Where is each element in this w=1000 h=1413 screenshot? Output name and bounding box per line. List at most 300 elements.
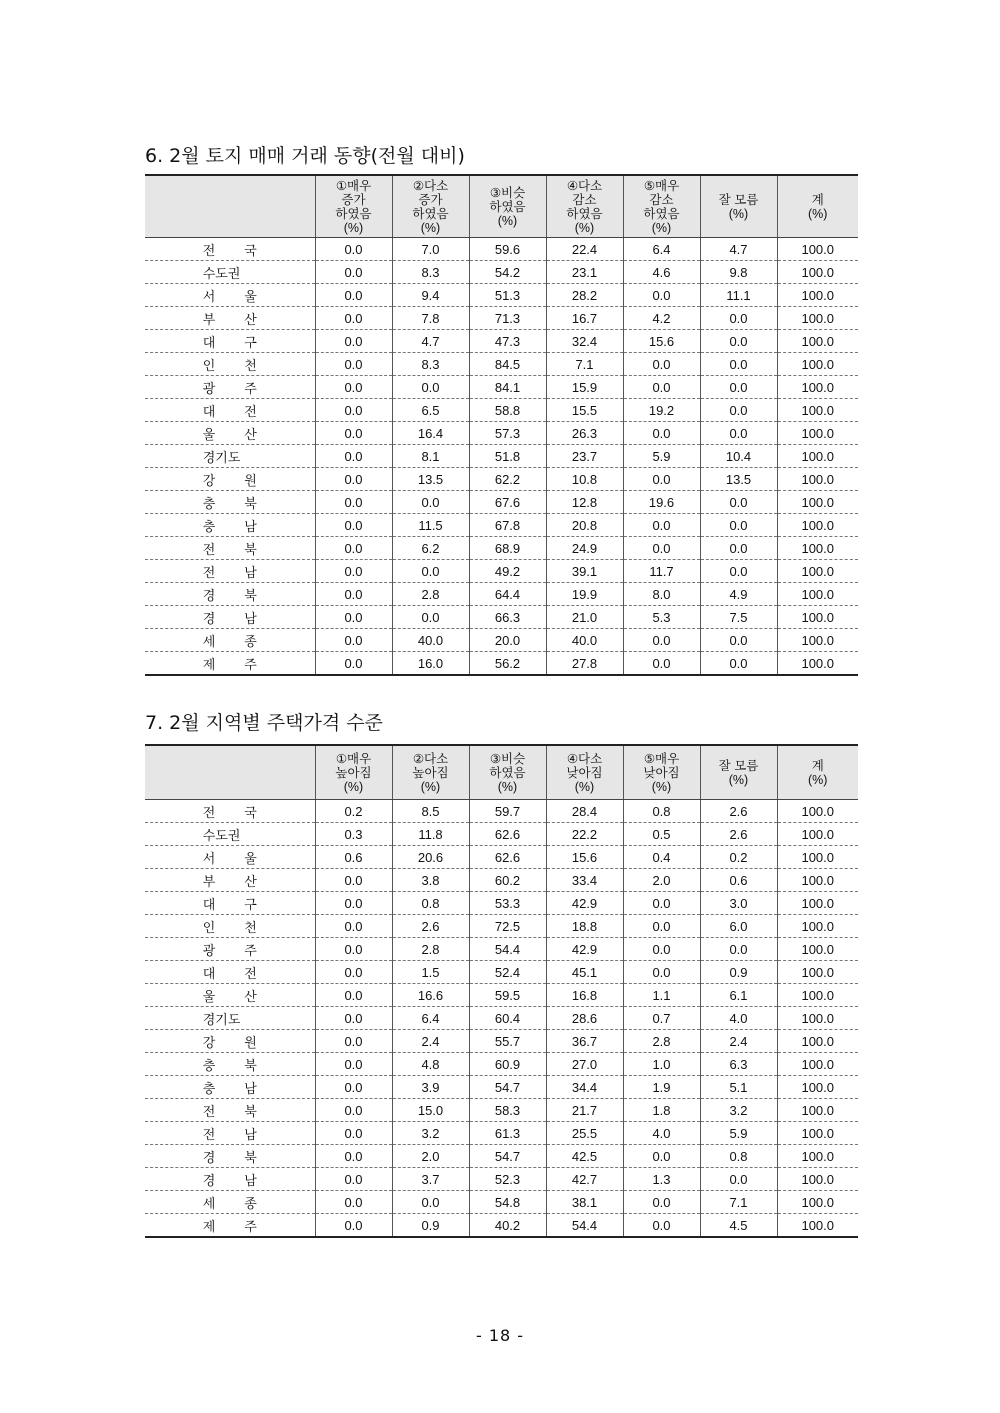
- value-cell: 12.8: [546, 491, 623, 514]
- value-cell: 71.3: [469, 307, 546, 330]
- value-cell: 0.0: [623, 629, 700, 652]
- table-row: [145, 1168, 858, 1191]
- region-cell: [145, 445, 315, 468]
- value-cell: 0.0: [315, 491, 392, 514]
- value-cell: 39.1: [546, 560, 623, 583]
- region-label: 제 주: [202, 1219, 257, 1235]
- table-row: [145, 823, 858, 846]
- region-cell: [145, 629, 315, 652]
- value-cell: 0.0: [315, 938, 392, 961]
- region-label: 전 남: [202, 565, 257, 581]
- value-cell: 10.4: [700, 445, 777, 468]
- value-cell: 0.0: [700, 560, 777, 583]
- value-cell: 0.0: [700, 376, 777, 399]
- table-row: [145, 514, 858, 537]
- region-label: 전 남: [202, 1127, 257, 1143]
- value-cell: 0.0: [315, 353, 392, 376]
- column-header: ①매우 증가 하였음 (%): [315, 175, 392, 238]
- region-cell: [145, 1076, 315, 1099]
- value-cell: 15.9: [546, 376, 623, 399]
- value-cell: 100.0: [777, 1168, 858, 1191]
- value-cell: 0.2: [700, 846, 777, 869]
- table-row: [145, 800, 858, 823]
- value-cell: 0.0: [315, 961, 392, 984]
- table-row: [145, 376, 858, 399]
- value-cell: 0.0: [315, 652, 392, 676]
- value-cell: 0.0: [315, 984, 392, 1007]
- value-cell: 0.0: [700, 330, 777, 353]
- value-cell: 2.8: [392, 583, 469, 606]
- table-row: [145, 1030, 858, 1053]
- value-cell: 4.5: [700, 1214, 777, 1238]
- table-row: [145, 1099, 858, 1122]
- value-cell: 0.0: [315, 537, 392, 560]
- value-cell: 62.6: [469, 846, 546, 869]
- value-cell: 0.0: [700, 537, 777, 560]
- value-cell: 0.0: [315, 1122, 392, 1145]
- value-cell: 1.9: [623, 1076, 700, 1099]
- value-cell: 0.7: [623, 1007, 700, 1030]
- value-cell: 0.0: [623, 938, 700, 961]
- value-cell: 0.0: [315, 445, 392, 468]
- value-cell: 62.2: [469, 468, 546, 491]
- value-cell: 21.0: [546, 606, 623, 629]
- value-cell: 0.0: [700, 399, 777, 422]
- value-cell: 16.8: [546, 984, 623, 1007]
- table-row: [145, 353, 858, 376]
- value-cell: 1.5: [392, 961, 469, 984]
- value-cell: 2.4: [392, 1030, 469, 1053]
- value-cell: 49.2: [469, 560, 546, 583]
- value-cell: 66.3: [469, 606, 546, 629]
- region-label: 전 북: [202, 1104, 257, 1120]
- region-label: 대 전: [202, 966, 257, 982]
- value-cell: 0.0: [623, 892, 700, 915]
- value-cell: 0.0: [315, 1076, 392, 1099]
- value-cell: 54.7: [469, 1145, 546, 1168]
- table-row: [145, 1145, 858, 1168]
- value-cell: 0.5: [623, 823, 700, 846]
- value-cell: 25.5: [546, 1122, 623, 1145]
- value-cell: 60.4: [469, 1007, 546, 1030]
- value-cell: 16.7: [546, 307, 623, 330]
- value-cell: 0.0: [315, 606, 392, 629]
- value-cell: 100.0: [777, 261, 858, 284]
- value-cell: 5.3: [623, 606, 700, 629]
- table-row: [145, 583, 858, 606]
- value-cell: 51.3: [469, 284, 546, 307]
- region-label: 강 원: [202, 473, 257, 489]
- region-label: 경기도: [202, 450, 241, 466]
- value-cell: 16.0: [392, 652, 469, 676]
- value-cell: 0.0: [315, 399, 392, 422]
- value-cell: 4.9: [700, 583, 777, 606]
- value-cell: 54.4: [469, 938, 546, 961]
- value-cell: 10.8: [546, 468, 623, 491]
- value-cell: 9.8: [700, 261, 777, 284]
- value-cell: 0.0: [392, 606, 469, 629]
- value-cell: 0.0: [315, 1030, 392, 1053]
- value-cell: 6.4: [392, 1007, 469, 1030]
- value-cell: 0.0: [700, 1168, 777, 1191]
- region-label: 충 남: [202, 1081, 257, 1097]
- value-cell: 100.0: [777, 1214, 858, 1238]
- value-cell: 0.0: [315, 468, 392, 491]
- value-cell: 8.1: [392, 445, 469, 468]
- region-cell: [145, 330, 315, 353]
- region-label: 수도권: [202, 828, 241, 844]
- region-label: 인 천: [202, 358, 257, 374]
- value-cell: 100.0: [777, 606, 858, 629]
- region-label: 충 북: [202, 1058, 257, 1074]
- value-cell: 0.8: [623, 800, 700, 823]
- value-cell: 0.0: [700, 514, 777, 537]
- table-row: [145, 629, 858, 652]
- value-cell: 0.0: [315, 869, 392, 892]
- value-cell: 18.8: [546, 915, 623, 938]
- value-cell: 0.0: [315, 1053, 392, 1076]
- value-cell: 0.0: [700, 422, 777, 445]
- value-cell: 1.8: [623, 1099, 700, 1122]
- value-cell: 52.4: [469, 961, 546, 984]
- value-cell: 22.2: [546, 823, 623, 846]
- value-cell: 0.0: [315, 307, 392, 330]
- value-cell: 0.0: [623, 1214, 700, 1238]
- table-row: [145, 399, 858, 422]
- table-row: [145, 537, 858, 560]
- land-transaction-table: [145, 174, 858, 676]
- value-cell: 8.5: [392, 800, 469, 823]
- region-cell: [145, 261, 315, 284]
- value-cell: 100.0: [777, 938, 858, 961]
- value-cell: 15.5: [546, 399, 623, 422]
- region-cell: [145, 1191, 315, 1214]
- value-cell: 52.3: [469, 1168, 546, 1191]
- column-header: ③비슷 하였음 (%): [469, 175, 546, 238]
- region-cell: [145, 800, 315, 823]
- value-cell: 100.0: [777, 422, 858, 445]
- table-header-row: [145, 175, 858, 238]
- value-cell: 0.0: [700, 629, 777, 652]
- value-cell: 100.0: [777, 1122, 858, 1145]
- value-cell: 100.0: [777, 1007, 858, 1030]
- table-header-row: [145, 745, 858, 800]
- value-cell: 0.0: [623, 961, 700, 984]
- table-row: [145, 468, 858, 491]
- value-cell: 0.8: [392, 892, 469, 915]
- value-cell: 100.0: [777, 514, 858, 537]
- value-cell: 4.0: [623, 1122, 700, 1145]
- value-cell: 21.7: [546, 1099, 623, 1122]
- value-cell: 7.1: [700, 1191, 777, 1214]
- value-cell: 3.2: [392, 1122, 469, 1145]
- value-cell: 100.0: [777, 1030, 858, 1053]
- table-row: [145, 445, 858, 468]
- region-label: 경기도: [202, 1012, 241, 1028]
- value-cell: 0.0: [315, 330, 392, 353]
- value-cell: 100.0: [777, 1053, 858, 1076]
- region-cell: [145, 961, 315, 984]
- value-cell: 0.8: [700, 1145, 777, 1168]
- value-cell: 23.1: [546, 261, 623, 284]
- value-cell: 0.0: [392, 376, 469, 399]
- region-cell: [145, 652, 315, 676]
- value-cell: 54.7: [469, 1076, 546, 1099]
- value-cell: 100.0: [777, 892, 858, 915]
- value-cell: 100.0: [777, 1099, 858, 1122]
- value-cell: 0.0: [315, 376, 392, 399]
- page-number: - 18 -: [475, 1326, 525, 1345]
- value-cell: 59.7: [469, 800, 546, 823]
- value-cell: 0.6: [315, 846, 392, 869]
- region-label: 서 울: [202, 289, 257, 305]
- value-cell: 28.4: [546, 800, 623, 823]
- region-cell: [145, 491, 315, 514]
- value-cell: 6.4: [623, 238, 700, 261]
- value-cell: 8.3: [392, 261, 469, 284]
- value-cell: 38.1: [546, 1191, 623, 1214]
- table-row: [145, 307, 858, 330]
- value-cell: 0.0: [315, 422, 392, 445]
- value-cell: 100.0: [777, 1076, 858, 1099]
- value-cell: 0.0: [392, 1191, 469, 1214]
- column-header: ②다소 증가 하였음 (%): [392, 175, 469, 238]
- column-header: 잘 모름 (%): [700, 745, 777, 800]
- value-cell: 62.6: [469, 823, 546, 846]
- value-cell: 84.1: [469, 376, 546, 399]
- table-row: [145, 892, 858, 915]
- region-label: 강 원: [202, 1035, 257, 1051]
- value-cell: 28.2: [546, 284, 623, 307]
- region-cell: [145, 468, 315, 491]
- value-cell: 23.7: [546, 445, 623, 468]
- value-cell: 0.0: [315, 284, 392, 307]
- value-cell: 0.0: [623, 468, 700, 491]
- value-cell: 100.0: [777, 399, 858, 422]
- value-cell: 67.8: [469, 514, 546, 537]
- value-cell: 0.0: [623, 422, 700, 445]
- region-label: 대 구: [202, 335, 257, 351]
- value-cell: 6.2: [392, 537, 469, 560]
- value-cell: 0.0: [700, 938, 777, 961]
- value-cell: 15.0: [392, 1099, 469, 1122]
- value-cell: 19.6: [623, 491, 700, 514]
- value-cell: 42.9: [546, 938, 623, 961]
- value-cell: 0.0: [623, 652, 700, 676]
- region-label: 세 종: [202, 1196, 257, 1212]
- value-cell: 0.0: [623, 376, 700, 399]
- region-label: 부 산: [202, 874, 257, 890]
- header-corner-cell: [145, 745, 315, 800]
- value-cell: 0.0: [623, 1191, 700, 1214]
- value-cell: 0.0: [623, 353, 700, 376]
- value-cell: 33.4: [546, 869, 623, 892]
- value-cell: 2.8: [623, 1030, 700, 1053]
- value-cell: 7.1: [546, 353, 623, 376]
- value-cell: 7.0: [392, 238, 469, 261]
- value-cell: 54.2: [469, 261, 546, 284]
- value-cell: 84.5: [469, 353, 546, 376]
- value-cell: 40.2: [469, 1214, 546, 1238]
- value-cell: 0.9: [392, 1214, 469, 1238]
- table-row: [145, 261, 858, 284]
- region-label: 전 북: [202, 542, 257, 558]
- column-header: ②다소 높아짐 (%): [392, 745, 469, 800]
- region-label: 전 국: [202, 243, 257, 259]
- table-row: [145, 1214, 858, 1238]
- value-cell: 20.0: [469, 629, 546, 652]
- table-row: [145, 1053, 858, 1076]
- value-cell: 100.0: [777, 915, 858, 938]
- column-header: 잘 모름 (%): [700, 175, 777, 238]
- value-cell: 11.5: [392, 514, 469, 537]
- value-cell: 0.0: [700, 353, 777, 376]
- value-cell: 0.0: [623, 915, 700, 938]
- value-cell: 0.0: [315, 1099, 392, 1122]
- value-cell: 60.9: [469, 1053, 546, 1076]
- value-cell: 0.0: [700, 491, 777, 514]
- region-label: 경 북: [202, 588, 257, 604]
- value-cell: 2.4: [700, 1030, 777, 1053]
- value-cell: 2.8: [392, 938, 469, 961]
- value-cell: 0.0: [315, 261, 392, 284]
- region-cell: [145, 353, 315, 376]
- value-cell: 42.7: [546, 1168, 623, 1191]
- value-cell: 100.0: [777, 491, 858, 514]
- region-cell: [145, 1168, 315, 1191]
- region-label: 경 남: [202, 1173, 257, 1189]
- column-header: ⑤매우 감소 하였음 (%): [623, 175, 700, 238]
- value-cell: 0.0: [315, 629, 392, 652]
- table-row: [145, 422, 858, 445]
- table-row: [145, 938, 858, 961]
- region-label: 인 천: [202, 920, 257, 936]
- region-label: 전 국: [202, 805, 257, 821]
- value-cell: 32.4: [546, 330, 623, 353]
- value-cell: 100.0: [777, 468, 858, 491]
- value-cell: 100.0: [777, 307, 858, 330]
- value-cell: 54.4: [546, 1214, 623, 1238]
- value-cell: 100.0: [777, 823, 858, 846]
- value-cell: 13.5: [700, 468, 777, 491]
- region-cell: [145, 537, 315, 560]
- region-cell: [145, 1214, 315, 1238]
- region-cell: [145, 422, 315, 445]
- region-cell: [145, 915, 315, 938]
- region-cell: [145, 1122, 315, 1145]
- value-cell: 51.8: [469, 445, 546, 468]
- value-cell: 57.3: [469, 422, 546, 445]
- column-header: ③비슷 하였음 (%): [469, 745, 546, 800]
- region-cell: [145, 307, 315, 330]
- value-cell: 100.0: [777, 537, 858, 560]
- table-row: [145, 846, 858, 869]
- region-cell: [145, 606, 315, 629]
- region-cell: [145, 583, 315, 606]
- value-cell: 100.0: [777, 652, 858, 676]
- region-label: 부 산: [202, 312, 257, 328]
- housing-price-table: [145, 744, 858, 1238]
- region-cell: [145, 984, 315, 1007]
- region-label: 울 산: [202, 989, 257, 1005]
- region-cell: [145, 846, 315, 869]
- value-cell: 0.0: [700, 652, 777, 676]
- value-cell: 60.2: [469, 869, 546, 892]
- value-cell: 3.9: [392, 1076, 469, 1099]
- value-cell: 2.6: [392, 915, 469, 938]
- value-cell: 0.2: [315, 800, 392, 823]
- column-header: 계 (%): [777, 745, 858, 800]
- value-cell: 7.8: [392, 307, 469, 330]
- value-cell: 27.0: [546, 1053, 623, 1076]
- value-cell: 3.0: [700, 892, 777, 915]
- value-cell: 4.7: [700, 238, 777, 261]
- value-cell: 47.3: [469, 330, 546, 353]
- value-cell: 26.3: [546, 422, 623, 445]
- value-cell: 0.0: [315, 1168, 392, 1191]
- section-7-title: 7. 2월 지역별 주택가격 수준: [145, 712, 383, 734]
- region-cell: [145, 1030, 315, 1053]
- region-label: 대 전: [202, 404, 257, 420]
- value-cell: 28.6: [546, 1007, 623, 1030]
- value-cell: 0.0: [315, 514, 392, 537]
- value-cell: 0.6: [700, 869, 777, 892]
- value-cell: 67.6: [469, 491, 546, 514]
- value-cell: 15.6: [623, 330, 700, 353]
- region-label: 세 종: [202, 634, 257, 650]
- value-cell: 53.3: [469, 892, 546, 915]
- value-cell: 0.0: [315, 1007, 392, 1030]
- value-cell: 16.4: [392, 422, 469, 445]
- table-row: [145, 284, 858, 307]
- value-cell: 24.9: [546, 537, 623, 560]
- table-row: [145, 491, 858, 514]
- value-cell: 6.3: [700, 1053, 777, 1076]
- value-cell: 100.0: [777, 846, 858, 869]
- value-cell: 3.7: [392, 1168, 469, 1191]
- value-cell: 45.1: [546, 961, 623, 984]
- region-cell: [145, 514, 315, 537]
- value-cell: 100.0: [777, 961, 858, 984]
- value-cell: 6.0: [700, 915, 777, 938]
- header-corner-cell: [145, 175, 315, 238]
- region-label: 제 주: [202, 657, 257, 673]
- value-cell: 0.0: [315, 915, 392, 938]
- value-cell: 100.0: [777, 984, 858, 1007]
- value-cell: 11.1: [700, 284, 777, 307]
- value-cell: 100.0: [777, 284, 858, 307]
- value-cell: 100.0: [777, 353, 858, 376]
- table-row: [145, 1076, 858, 1099]
- value-cell: 0.0: [700, 307, 777, 330]
- value-cell: 9.4: [392, 284, 469, 307]
- region-label: 광 주: [202, 943, 257, 959]
- table-row: [145, 330, 858, 353]
- value-cell: 20.6: [392, 846, 469, 869]
- value-cell: 100.0: [777, 445, 858, 468]
- value-cell: 0.0: [315, 1214, 392, 1238]
- value-cell: 19.2: [623, 399, 700, 422]
- value-cell: 100.0: [777, 1191, 858, 1214]
- value-cell: 0.0: [623, 284, 700, 307]
- region-label: 울 산: [202, 427, 257, 443]
- value-cell: 0.0: [392, 491, 469, 514]
- value-cell: 68.9: [469, 537, 546, 560]
- table-row: [145, 560, 858, 583]
- value-cell: 2.6: [700, 823, 777, 846]
- value-cell: 7.5: [700, 606, 777, 629]
- value-cell: 11.8: [392, 823, 469, 846]
